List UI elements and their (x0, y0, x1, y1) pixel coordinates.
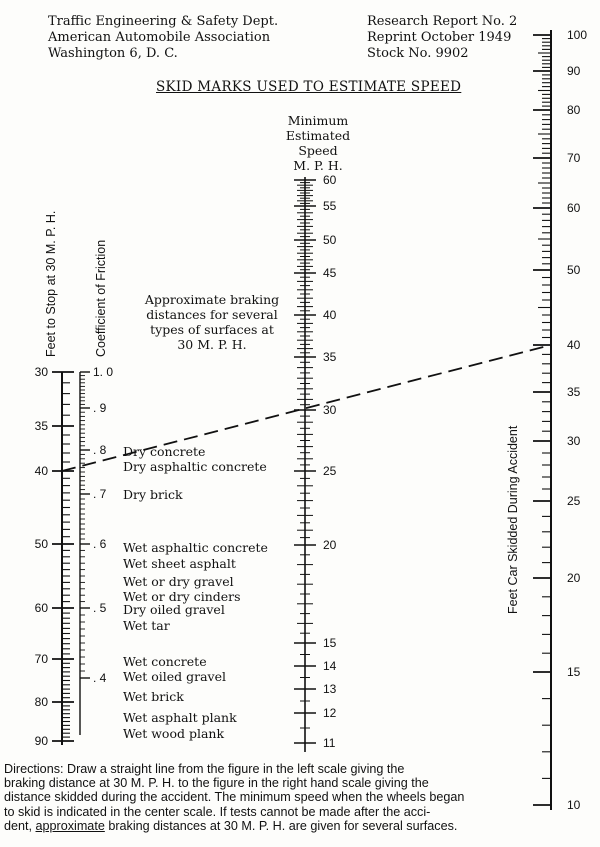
speed-heading-4: M. P. H. (293, 158, 343, 173)
braking-note-4: 30 M. P. H. (177, 337, 247, 352)
friction-tick-label: . 6 (93, 537, 107, 551)
skid-tick-label: 60 (567, 201, 581, 215)
skid-tick-label: 20 (567, 571, 581, 585)
speed-tick-label: 12 (323, 706, 337, 720)
surface-label: Dry oiled gravel (123, 602, 225, 617)
skid-tick-label: 25 (567, 494, 581, 508)
directions-last-pre: dent, (4, 818, 36, 833)
report-line-2: Reprint October 1949 (367, 30, 512, 45)
surface-label: Dry brick (123, 487, 183, 502)
braking-note-2: distances for several (146, 307, 278, 322)
surface-label: Wet tar (123, 618, 170, 633)
skid-tick-label: 40 (567, 338, 581, 352)
speed-tick-label: 30 (323, 403, 337, 417)
speed-heading-1: Minimum (287, 113, 349, 128)
speed-heading-3: Speed (298, 143, 338, 158)
speed-tick-label: 25 (323, 464, 337, 478)
surface-label: Wet brick (123, 689, 184, 704)
speed-tick-label: 40 (323, 308, 337, 322)
page-title: SKID MARKS USED TO ESTIMATE SPEED (156, 79, 462, 95)
directions-line: to skid is indicated in the center scale. If tests cannot be made after the acci- (4, 804, 431, 819)
speed-tick-label: 50 (323, 233, 337, 247)
feet-to-stop-tick-label: 35 (34, 419, 48, 433)
surface-label: Dry asphaltic concrete (123, 459, 267, 474)
friction-title: Coefficient of Friction (94, 239, 108, 357)
feet-to-stop-tick-label: 40 (34, 464, 48, 478)
speed-tick-label: 45 (323, 266, 337, 280)
friction-tick-label: . 4 (93, 671, 107, 685)
friction-tick-label: . 9 (93, 401, 107, 415)
org-line-2: American Automobile Association (48, 30, 271, 45)
directions-line: Directions: Draw a straight line from the figure in the left scale giving the (4, 762, 405, 776)
speed-tick-label: 55 (323, 199, 337, 213)
skid-tick-label: 100 (567, 28, 588, 42)
surface-label: Wet asphalt plank (123, 710, 237, 725)
friction-tick-label: . 8 (93, 443, 107, 457)
skid-tick-label: 15 (567, 665, 581, 679)
directions-text (4, 762, 594, 833)
speed-tick-label: 11 (323, 736, 336, 750)
report-line-1: Research Report No. 2 (367, 14, 518, 29)
friction-tick-label: . 7 (93, 487, 107, 501)
surface-label: Wet or dry gravel (123, 574, 234, 589)
skid-tick-label: 10 (567, 798, 581, 812)
surface-label: Wet sheet asphalt (123, 556, 236, 571)
surface-label: Wet asphaltic concrete (123, 540, 268, 555)
speed-tick-label: 20 (323, 538, 337, 552)
directions-last-post: braking distances at 30 M. P. H. are given for several surfaces. (104, 818, 458, 833)
skid-tick-label: 50 (567, 263, 581, 277)
skid-tick-label: 35 (567, 385, 581, 399)
skid-title: Feet Car Skidded During Accident (506, 425, 520, 614)
org-line-1: Traffic Engineering & Safety Dept. (48, 14, 279, 29)
speed-tick-label: 13 (323, 682, 337, 696)
speed-tick-label: 60 (323, 173, 337, 187)
skid-tick-label: 70 (567, 151, 581, 165)
directions-underlined-word: approximate (35, 818, 105, 833)
speed-tick-label: 35 (323, 350, 337, 364)
surface-label: Wet concrete (123, 654, 207, 669)
example-dashed-line (62, 345, 551, 471)
speed-tick-label: 15 (323, 636, 337, 650)
surface-label: Wet wood plank (123, 726, 225, 741)
report-line-3: Stock No. 9902 (367, 46, 469, 61)
feet-to-stop-tick-label: 30 (34, 365, 48, 379)
feet-to-stop-tick-label: 90 (34, 734, 48, 748)
speed-tick-label: 14 (323, 659, 337, 673)
friction-tick-label: 1. 0 (93, 365, 114, 379)
feet-to-stop-title: Feet to Stop at 30 M. P. H. (44, 210, 58, 357)
org-line-3: Washington 6, D. C. (48, 46, 178, 61)
directions-line: distance skidded during the accident. The minimum speed when the wheels began (4, 790, 465, 805)
surface-label: Wet or dry cinders (123, 589, 241, 604)
surface-label: Dry concrete (123, 444, 206, 459)
skid-tick-label: 90 (567, 64, 581, 78)
braking-note-3: types of surfaces at (150, 322, 274, 337)
feet-to-stop-tick-label: 60 (34, 601, 48, 615)
feet-to-stop-tick-label: 50 (34, 537, 48, 551)
braking-note-1: Approximate braking (144, 292, 280, 307)
feet-to-stop-tick-label: 80 (34, 695, 48, 709)
feet-to-stop-tick-label: 70 (34, 652, 48, 666)
directions-line (4, 819, 594, 833)
friction-tick-label: . 5 (93, 601, 107, 615)
speed-heading-2: Estimated (285, 128, 351, 143)
skid-tick-label: 80 (567, 103, 581, 117)
skid-tick-label: 30 (567, 434, 581, 448)
surface-label: Wet oiled gravel (123, 669, 227, 684)
directions-line: braking distance at 30 M. P. H. to the figure in the right hand scale giving the (4, 776, 429, 791)
